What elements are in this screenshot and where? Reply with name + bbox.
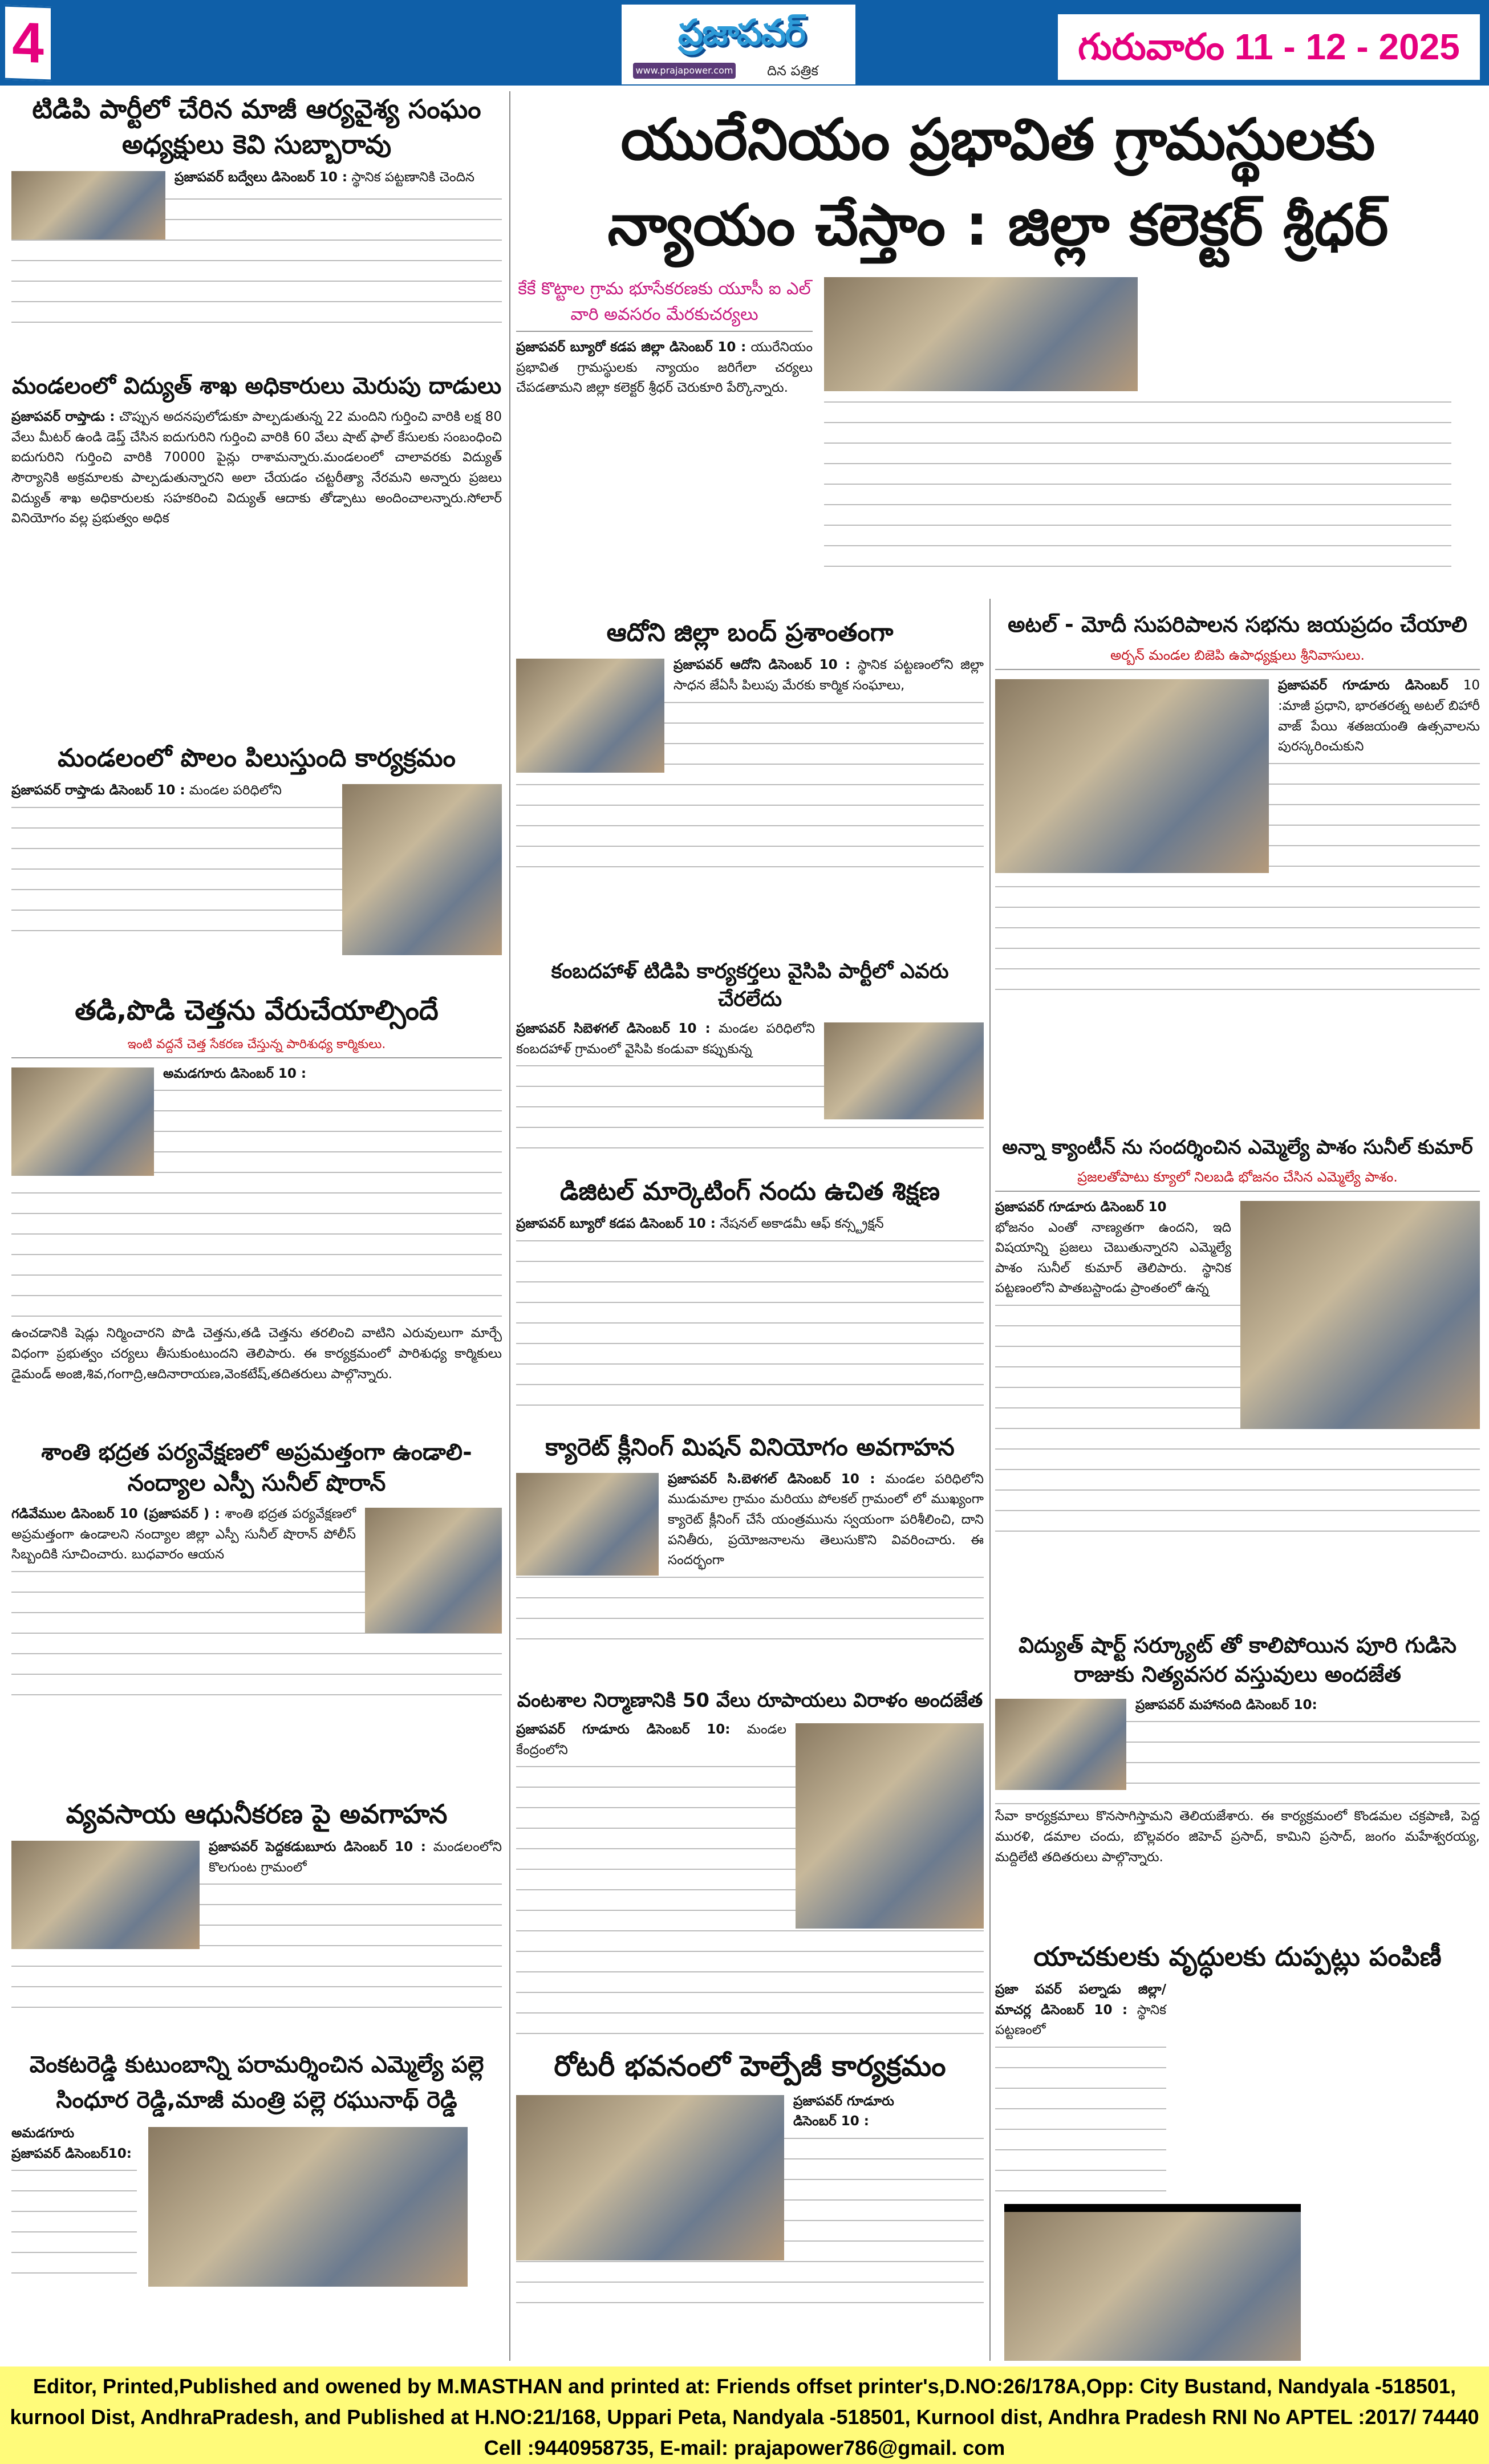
article-headline: అన్నా క్యాంటీన్ ను సందర్శించిన ఎమ్మెల్యే పాశం సునీల్ కుమార్ [1002, 1136, 1473, 1159]
article-text: చొప్పున అదనపులోడుకూ పాల్పడుతున్న 22 మందిని గుర్తించి వారికి లక్ష 80 వేలు మీటర్ ఉండి డెప్త్ చేసిన ఐదుగురిని గుర్తించి వారికి 60 వేలు షాట్ ఫాల్ కేసులకు సంబంధించి ఐదుగురిని గుర్తించి వారికి 70000 పైన్లు రాశామన్నారు.మండలంలో చాలావరకు విద్యుత్ సౌర్యానికి అక్రమాలకు పాల్పడుతున్నారని అలా చేయడం చట్టరీత్యా నేరమని అన్నారు ప్రజలు విద్యుత్ శాఖ అధికారులకు సహకరించి విద్యుత్ ఆదాకు తోడ్పాటు అందించాలన్నారు.సోలార్ వినియోగం వల్ల ప్రభుత్వం అధిక [11, 409, 502, 526]
article-headline: శాంతి భద్రత పర్యవేక్షణలో అప్రమత్తంగా ఉండాలి- నంద్యాల ఎస్పీ సునీల్ షొరాన్ [41, 1439, 472, 1496]
article-headline: అటల్ - మోదీ సుపరిపాలన సభను జయప్రదం చేయాలి [1008, 612, 1467, 637]
article-dateline: ప్రజాపవర్ గూడూరు డిసెంబర్ 10 [995, 1199, 1167, 1215]
article-photo [995, 1699, 1126, 1790]
article-wet-dry-waste [11, 992, 502, 1431]
article-text: మండలంలోని కొలగుంట గ్రామంలో [209, 1840, 502, 1875]
article-kambadahal [516, 958, 984, 1175]
article-dateline: ప్రజాపవర్ ఆదోని డిసెంబర్ 10 : [674, 657, 851, 673]
article-text: ఉంచడానికి షెడ్లు నిర్మించారని పొడి చెత్తను,తడి చెత్తను తరలించి వాటిని ఎరువులుగా మార్చే విధంగా ప్రభుత్వం చర్యలు తీసుకుంటుందని తెలిపారు. ఈ కార్యక్రమంలో పారిశుధ్య కార్మికులు డైమండ్ అంజి,శివ,గంగాద్రి,ఆదినారాయణ,వెంకటేష్,తదితరులు పాల్గొన్నారు. [11, 1326, 502, 1382]
lead-article [516, 274, 1480, 593]
article-electricity-raids [11, 371, 502, 713]
article-text: మండల కేంద్రంలోని [516, 1722, 786, 1757]
imprint-line-2: kurnool Dist, AndhraPradesh, and Published at H.NO:21/168, Uppari Peta, Nandyala -518501, Kurnool dist, Andhra Pradesh RNI No APTEL :2017/ 74440 [10, 2405, 1479, 2429]
article-headline: విద్యుత్ షార్ట్ సర్క్యూట్ తో కాలిపోయిన పూరి గుడిసె రాజుకు నిత్యవసర వస్తువులు అందజేత [1018, 1633, 1456, 1687]
article-text: మండల పరిధిలోని కంబదహాళ్ గ్రామంలో వైసిపి కండువా కప్పుకున్న [516, 1021, 815, 1057]
imprint-line-3: Cell :9440958735, E-mail: prajapower786@gmail. com [484, 2436, 1005, 2459]
article-sp-sunil-sheoran [11, 1437, 502, 1791]
article-text: భోజనం ఎంతో నాణ్యతగా ఉందని, ఇది విషయాన్ని ప్రజలు చెబుతున్నారని ఎమ్మెల్యే పాశం సునీల్ కుమార్ తెలిపారు. స్థానిక పట్టణంలోని పాతబస్టాండు ప్రాంతంలో ఉన్న [995, 1220, 1231, 1296]
article-adoni-bandh [516, 616, 984, 947]
lead-subhead: కేకే కొట్టాల గ్రామ భూసేకరణకు యూసీ ఐ ఎల్ వారి అవసరం మేరకుచర్యలు [516, 276, 813, 332]
article-subhead: ఇంటి వద్దనే చెత్త సేకరణ చేస్తున్న పారిశుధ్య కార్మికులు. [11, 1035, 502, 1058]
article-photo [11, 171, 165, 240]
article-photo [148, 2127, 468, 2287]
lead-text: యురేనియం ప్రభావిత గ్రామస్థులకు న్యాయం జరిగేలా చర్యలు చేపడతామని జిల్లా కలెక్టర్ శ్రీధర్ చెరుకూరి పేర్కొన్నారు. [516, 340, 813, 396]
article-body-lines [995, 2041, 1166, 2201]
article-text: నేషనల్ అకాడమీ ఆఫ్ కన్స్ట్రక్షన్ [720, 1216, 884, 1232]
article-headline: ఆదోని జిల్లా బంద్ ప్రశాంతంగా [606, 618, 894, 647]
article-body-lines [11, 2164, 137, 2278]
article-digital-marketing [516, 1175, 984, 1426]
article-headline: మండలంలో పొలం పిలుస్తుంది కార్యక్రమం [58, 744, 456, 773]
article-photo [516, 2095, 784, 2260]
article-text: మండల పరిధిలోని [189, 783, 282, 798]
article-dateline: ప్రజాపవర్ గూడూరు డిసెంబర్ 10: [516, 1722, 731, 1737]
article-subhead: అర్బన్ మండల బిజెపి ఉపాధ్యక్షులు శ్రీనివాసులు. [995, 645, 1480, 670]
article-subhead: ప్రజలతోపాటు క్యూలో నిలబడి భోజనం చేసిన ఎమ్మెల్యే పాశం. [995, 1167, 1480, 1192]
article-dateline: ప్రజా పవర్ పల్నాడు జిల్లా/ మాచర్ల డిసెంబర్ 10 : [995, 1982, 1166, 2018]
article-dateline: ప్రజాపవర్ సిబెళగల్ డిసెంబర్ 10 : [516, 1021, 711, 1037]
article-kitchen-donation [516, 1688, 984, 2041]
article-tdp-join [11, 91, 502, 365]
article-text: స్థానిక పట్టణానికి చెందిన [351, 170, 475, 185]
article-body-lines [516, 1235, 984, 1417]
article-text: స్థానిక పట్టణంలో [995, 2002, 1166, 2038]
imprint-line-1: Editor, Printed,Published and owened by M.MASTHAN and printed at: Friends offset printer's,D.NO:26/178A,Opp: City Bustand, Nandyala -518501, [33, 2374, 1456, 2398]
lead-photo [824, 277, 1138, 391]
article-photo [11, 1841, 200, 1949]
article-headline: యాచకులకు వృద్ధులకు దుప్పట్లు పంపిణీ [1033, 1941, 1442, 1972]
article-short-circuit [995, 1631, 1480, 1939]
article-headline: వ్యవసాయ ఆధునీకరణ పై అవగాహన [66, 1799, 448, 1829]
article-headline: రోటరీ భవనంలో హెల్పేజీ కార్యక్రమం [554, 2049, 946, 2083]
article-blankets-distribution [995, 1939, 1480, 2361]
article-photo [516, 659, 664, 773]
article-dateline: ప్రజాపవర్ రాప్తాడు డిసెంబర్ 10 : [11, 783, 185, 798]
article-anna-canteen [995, 1135, 1480, 1614]
lead-headline-line1: యురేనియం ప్రభావిత గ్రామస్థులకు [620, 106, 1376, 173]
article-text: సేవా కార్యక్రమాలు కొనసాగిస్తామని తెలియజేశారు. ఈ కార్యక్రమంలో కొండమల చక్రపాణి, పెద్ద మురళి, డమాల చందు, బొల్లవరం జిహెచ్ ప్రసాద్, కామిని ప్రసాద్, జంగం మహేశ్వరయ్య, మద్దిలేటి తదితరులు పాల్గొన్నారు. [995, 1809, 1480, 1865]
article-venkatareddy-family [11, 2047, 502, 2361]
article-headline: కంబదహాళ్ టిడిపి కార్యకర్తలు వైసిపి పార్టీలో ఎవరు చేరలేదు [551, 960, 949, 1011]
column-divider [509, 91, 510, 2361]
imprint-footer [0, 2366, 1489, 2464]
article-dateline: అమడగూరు డిసెంబర్ 10 : [163, 1066, 307, 1081]
article-text: డిసెంబర్ 10 : [793, 2114, 869, 2129]
issue-date: గురువారం 11 - 12 - 2025 [1058, 14, 1480, 80]
article-dateline: ప్రజాపవర్ బ్యూరో కడప డిసెంబర్ 10 : [516, 1216, 716, 1232]
page-number: 4 [3, 5, 52, 81]
article-headline: క్యారెట్ క్లీనింగ్ మిషన్ వినియోగం అవగాహన [545, 1433, 955, 1461]
article-photo [516, 1473, 659, 1576]
article-dateline: ప్రజాపవర్ గూడూరు [793, 2093, 894, 2109]
article-text: శాంతి భద్రత పర్యవేక్షణలో అప్రమత్తంగా ఉండాలని నంద్యాల జిల్లా ఎస్పీ సునీల్ షొరాన్ పోలీస్ సిబ్బందికి సూచించారు. బుధవారం ఆయన [11, 1507, 356, 1562]
article-dateline: ప్రజాపవర్ గూడూరు డిసెంబర్ [1278, 678, 1449, 693]
article-headline: డిజిటల్ మార్కెటింగ్ నందు ఉచిత శిక్షణ [559, 1177, 940, 1206]
article-photo [1240, 1201, 1480, 1429]
article-atal-modi [995, 610, 1480, 1123]
lead-body-text [824, 396, 1451, 584]
article-photo [11, 1067, 154, 1176]
article-headline: మండలంలో విద్యుత్ శాఖ అధికారులు మెరుపు దాడులు [11, 373, 502, 399]
article-text: 10 :మాజీ ప్రధాని, భారతరత్న అటల్ బిహారీ వాజ్ పేయి శతజయంతి ఉత్సవాలను పురస్కరించుకుని [1278, 678, 1480, 754]
logo-tagline: దిన పత్రిక [767, 63, 818, 79]
article-body-lines [516, 1571, 984, 1651]
article-headline: టిడిపి పార్టీలో చేరిన మాజీ ఆర్యవైశ్య సంఘం అధ్యక్షులు కెవి సుబ్బారావు [32, 94, 481, 160]
article-dateline: ప్రజాపవర్ బద్వేలు డిసెంబర్ 10 : [175, 170, 348, 185]
newspaper-logo[interactable] [622, 5, 855, 84]
article-text: మండల పరిధిలోని ముడుమాల గ్రామం మరియు పోలకల్ గ్రామంలో లో ముఖ్యంగా క్యారెట్ క్లీనింగ్ చేసే యంత్రమును స్వయంగా పరిశీలించి, దాని పనితీరు, ప్రయోజనాలను తెలుసుకొని వివరించారు. ఈ సందర్భంగా [668, 1471, 984, 1568]
article-photo [365, 1508, 502, 1633]
article-dateline: ప్రజాపవర్ సి.బెళగల్ డిసెంబర్ 10 : [668, 1471, 875, 1487]
article-text: ప్రజాపవర్ డిసెంబర్10: [11, 2146, 132, 2161]
article-dateline: అమడగూరు [11, 2126, 75, 2141]
article-photo [995, 679, 1269, 873]
article-photo [1004, 2204, 1301, 2361]
article-photo [796, 1723, 984, 1929]
article-agri-modernisation [11, 1796, 502, 2041]
masthead [0, 0, 1489, 86]
article-headline: వెంకటరెడ్డి కుటుంబాన్ని పరామర్శించిన ఎమ్మెల్యే పల్లె సింధూర రెడ్డి,మాజీ మంత్రి పల్లె రఘునాథ్ రెడ్డి [29, 2052, 484, 2113]
article-headline: వంటశాల నిర్మాణానికి 50 వేలు రూపాయలు విరాళం అందజేత [517, 1689, 983, 1712]
column-divider [989, 599, 991, 2361]
article-carrot-cleaning [516, 1431, 984, 1682]
logo-url[interactable]: www.prajapower.com [633, 63, 736, 79]
lead-headline-line2: న్యాయం చేస్తాం : జిల్లా కలెక్టర్ శ్రీధర్ [607, 192, 1389, 258]
lead-dateline: ప్రజాపవర్ బ్యూరో కడప జిల్లా డిసెంబర్ 10 : [516, 340, 746, 355]
logo-name: ప్రజాపవర్ [678, 13, 805, 52]
article-dateline: గడివేముల డిసెంబర్ 10 (ప్రజాపవర్ ) : [11, 1507, 220, 1521]
article-photo [824, 1022, 984, 1119]
article-polam-pilustundi [11, 741, 502, 987]
article-dateline: ప్రజాపవర్ పెద్దకడుబూరు డిసెంబర్ 10 : [209, 1840, 426, 1855]
article-photo [342, 784, 502, 955]
article-rotary-helpage [516, 2047, 984, 2361]
article-headline: తడి,పొడి చెత్తను వేరుచేయాల్సిందే [75, 994, 439, 1026]
article-dateline: ప్రజాపవర్ రాప్తాడు : [11, 409, 115, 424]
article-text: స్థానిక పట్టణంలోని జిల్లా సాధన జేఏసీ పిలుపు మేరకు కార్మిక సంఘాలు, [674, 657, 984, 693]
article-dateline: ప్రజాపవర్ మహానంది డిసెంబర్ 10: [1135, 1697, 1317, 1712]
